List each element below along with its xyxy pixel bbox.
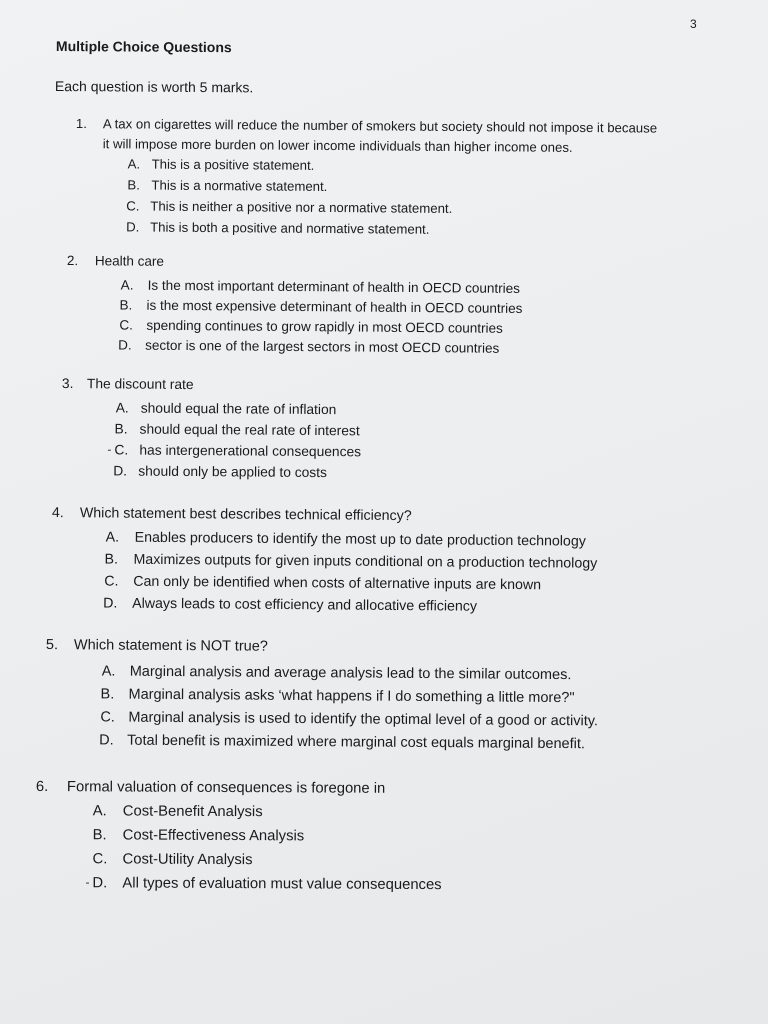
question-text: A tax on cigarettes will reduce the number of smokers but society should not impose it because: [102, 116, 658, 136]
question-text-continued: it will impose more burden on lower income individuals than higher income ones.: [102, 136, 573, 155]
option-text: should equal the real rate of interest: [139, 421, 360, 439]
question-text: The discount rate: [86, 376, 194, 393]
option-text: This is neither a positive nor a normative statement.: [150, 198, 453, 216]
option-text: should only be applied to costs: [138, 463, 327, 481]
option-letter: C.: [126, 198, 140, 214]
option-text: should equal the rate of inflation: [140, 400, 337, 418]
option-text: Can only be identified when costs of alternative inputs are known: [133, 573, 542, 594]
option-letter: D.: [99, 732, 114, 749]
option-text: This is a positive statement.: [151, 156, 315, 173]
question-number: 5.: [45, 637, 59, 654]
option-text: Marginal analysis and average analysis lead to the similar outcomes.: [129, 663, 572, 684]
question-number: 3.: [61, 376, 74, 392]
option-text: Maximizes outputs for given inputs conditional on a production technology: [133, 551, 598, 572]
option-letter: B.: [119, 297, 133, 313]
option-text: Marginal analysis is used to identify the optimal level of a good or activity.: [128, 709, 599, 730]
question-text: Which statement best describes technical efficiency?: [79, 505, 412, 525]
option-text: Is the most important determinant of health in OECD countries: [147, 277, 520, 296]
question-number: 2.: [66, 253, 79, 269]
question-6: [35, 779, 496, 901]
option-text: has intergenerational consequences: [139, 442, 362, 460]
option-letter: C.: [119, 317, 133, 333]
option-letter: C.: [114, 442, 129, 458]
option-letter: B.: [127, 177, 140, 193]
page-number: 3: [690, 17, 697, 31]
option-text: All types of evaluation must value consequences: [122, 875, 442, 894]
question-3: [61, 376, 442, 489]
option-text: Marginal analysis asks ‘what happens if I do something a little more?": [128, 686, 575, 707]
option-letter: D.: [92, 875, 108, 892]
option-letter: A.: [120, 277, 134, 293]
question-text: Formal valuation of consequences is foregone in: [66, 779, 386, 797]
question-5: [45, 637, 666, 757]
option-letter: C.: [104, 573, 119, 590]
option-letter: C.: [100, 709, 115, 726]
option-letter: D.: [113, 463, 128, 479]
question-number: 4.: [51, 505, 64, 522]
option-letter: D.: [103, 595, 118, 612]
question-text: Health care: [94, 253, 165, 269]
question-2: [66, 253, 587, 368]
option-letter: B.: [92, 827, 107, 844]
option-text: Enables producers to identify the most up to date production technology: [134, 529, 586, 550]
option-letter: A.: [92, 803, 107, 820]
option-letter: A.: [101, 663, 116, 680]
question-1: [75, 116, 716, 251]
option-text: Cost-Benefit Analysis: [122, 803, 263, 821]
pencil-check-mark: -: [107, 442, 112, 457]
option-letter: D.: [126, 219, 140, 235]
page-title: Multiple Choice Questions: [55, 38, 232, 56]
option-letter: A.: [115, 400, 129, 416]
pencil-check-mark: -: [85, 875, 90, 890]
option-text: is the most expensive determinant of health in OECD countries: [146, 297, 523, 316]
option-text: Cost-Utility Analysis: [122, 851, 253, 869]
option-letter: B.: [114, 421, 128, 437]
option-text: This is a normative statement.: [151, 177, 328, 194]
option-letter: B.: [100, 686, 115, 703]
question-number: 6.: [35, 779, 49, 796]
option-letter: A.: [127, 156, 141, 172]
option-text: Total benefit is maximized where marginal cost equals marginal benefit.: [127, 732, 586, 753]
option-text: This is both a positive and normative statement.: [150, 219, 430, 237]
option-letter: C.: [92, 851, 108, 868]
question-number: 1.: [75, 116, 87, 132]
option-letter: B.: [104, 551, 119, 568]
option-letter: D.: [118, 337, 132, 353]
option-text: sector is one of the largest sectors in most OECD countries: [145, 337, 500, 356]
option-text: Always leads to cost efficiency and allocative efficiency: [132, 595, 478, 615]
option-text: Cost-Effectiveness Analysis: [122, 827, 305, 845]
instructions: Each question is worth 5 marks.: [54, 78, 254, 96]
option-text: spending continues to grow rapidly in most OECD countries: [146, 317, 503, 336]
question-text: Which statement is NOT true?: [73, 637, 268, 655]
option-letter: A.: [105, 529, 120, 546]
question-4: [51, 505, 652, 620]
